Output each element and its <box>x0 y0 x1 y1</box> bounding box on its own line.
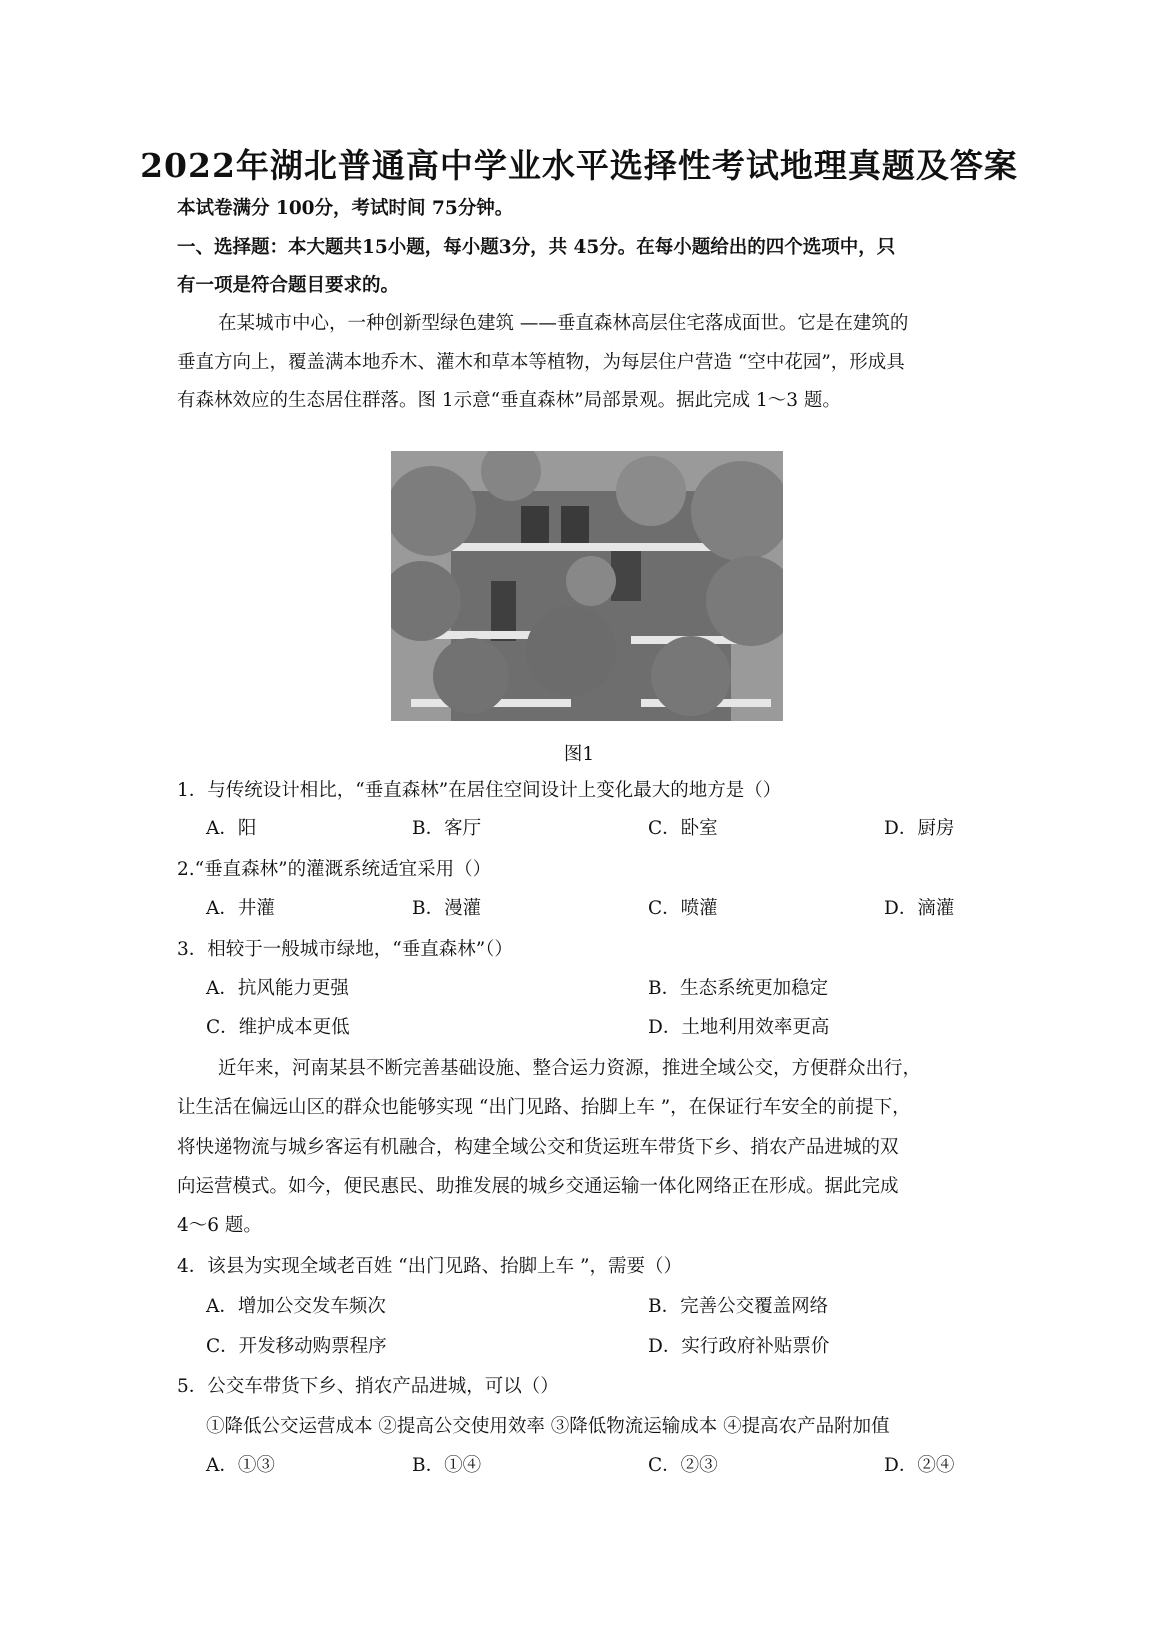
q1-option-a: A．阳 <box>206 818 257 839</box>
q3-option-b: B．生态系统更加稳定 <box>648 978 829 999</box>
q4-option-c: C．开发移动购票程序 <box>206 1336 387 1357</box>
q2-option-a: A．井灌 <box>206 898 275 919</box>
passage2-line-1: 近年来，河南某县不断完善基础设施、整合运力资源，推进全域公交，方便群众出行， <box>218 1058 922 1079</box>
q5-option-b: B．①④ <box>412 1455 482 1476</box>
passage2-line-5: 4～6 题。 <box>177 1215 262 1236</box>
q5-option-d: D．②④ <box>884 1455 955 1476</box>
q2-option-d: D．滴灌 <box>884 898 955 919</box>
q3-option-d: D．土地利用效率更高 <box>648 1017 830 1038</box>
passage1-line-2: 垂直方向上，覆盖满本地乔木、灌木和草本等植物，为每层住户营造 “空中花园”，形成具 <box>177 352 905 373</box>
section-heading-line-2: 有一项是符合题目要求的。 <box>177 275 400 296</box>
q5-statement-list: ①降低公交运营成本 ②提高公交使用效率 ③降低物流运输成本 ④提高农产品附加值 <box>206 1416 890 1437</box>
q1-option-d: D．厨房 <box>884 818 955 839</box>
q2-option-c: C．喷灌 <box>648 898 718 919</box>
figure-caption: 图1 <box>563 744 595 765</box>
q1-option-c: C．卧室 <box>648 818 718 839</box>
q4-option-b: B．完善公交覆盖网络 <box>648 1296 829 1317</box>
question-4-stem: 4．该县为实现全域老百姓 “出门见路、抬脚上车 ”，需要（） <box>177 1256 682 1277</box>
passage2-line-4: 向运营模式。如今，便民惠民、助推发展的城乡交通运输一体化网络正在形成。据此完成 <box>177 1176 899 1197</box>
q4-option-a: A．增加公交发车频次 <box>206 1296 386 1317</box>
q3-option-a: A．抗风能力更强 <box>206 978 349 999</box>
passage1-line-3: 有森林效应的生态居住群落。图 1示意“垂直森林”局部景观。据此完成 1～3 题。 <box>177 390 841 411</box>
passage2-line-3: 将快递物流与城乡客运有机融合，构建全域公交和货运班车带货下乡、捎农产品进城的双 <box>177 1137 899 1158</box>
q1-option-b: B．客厅 <box>412 818 482 839</box>
q5-option-a: A．①③ <box>206 1455 275 1476</box>
section-heading-line-1: 一、选择题：本大题共15小题，每小题3分，共 45分。在每小题给出的四个选项中，只 <box>177 237 896 258</box>
q5-option-c: C．②③ <box>648 1455 718 1476</box>
passage1-line-1: 在某城市中心，一种创新型绿色建筑 ——垂直森林高层住宅落成面世。它是在建筑的 <box>218 313 909 334</box>
passage2-line-2: 让生活在偏远山区的群众也能够实现 “出门见路、抬脚上车 ”，在保证行车安全的前提下， <box>177 1097 911 1118</box>
page-title: 2022年湖北普通高中学业水平选择性考试地理真题及答案 <box>140 146 1018 185</box>
question-1-stem: 1．与传统设计相比，“垂直森林”在居住空间设计上变化最大的地方是（） <box>177 780 782 801</box>
vertical-forest-photo <box>391 451 783 721</box>
q4-option-d: D．实行政府补贴票价 <box>648 1336 830 1357</box>
question-3-stem: 3．相较于一般城市绿地，“垂直森林”（） <box>177 939 513 960</box>
q3-option-c: C．维护成本更低 <box>206 1017 350 1038</box>
question-2-stem: 2.“垂直森林”的灌溉系统适宜采用（） <box>177 859 492 880</box>
exam-intro: 本试卷满分 100分，考试时间 75分钟。 <box>177 198 514 219</box>
q2-option-b: B．漫灌 <box>412 898 482 919</box>
question-5-stem: 5．公交车带货下乡、捎农产品进城，可以（） <box>177 1376 559 1397</box>
